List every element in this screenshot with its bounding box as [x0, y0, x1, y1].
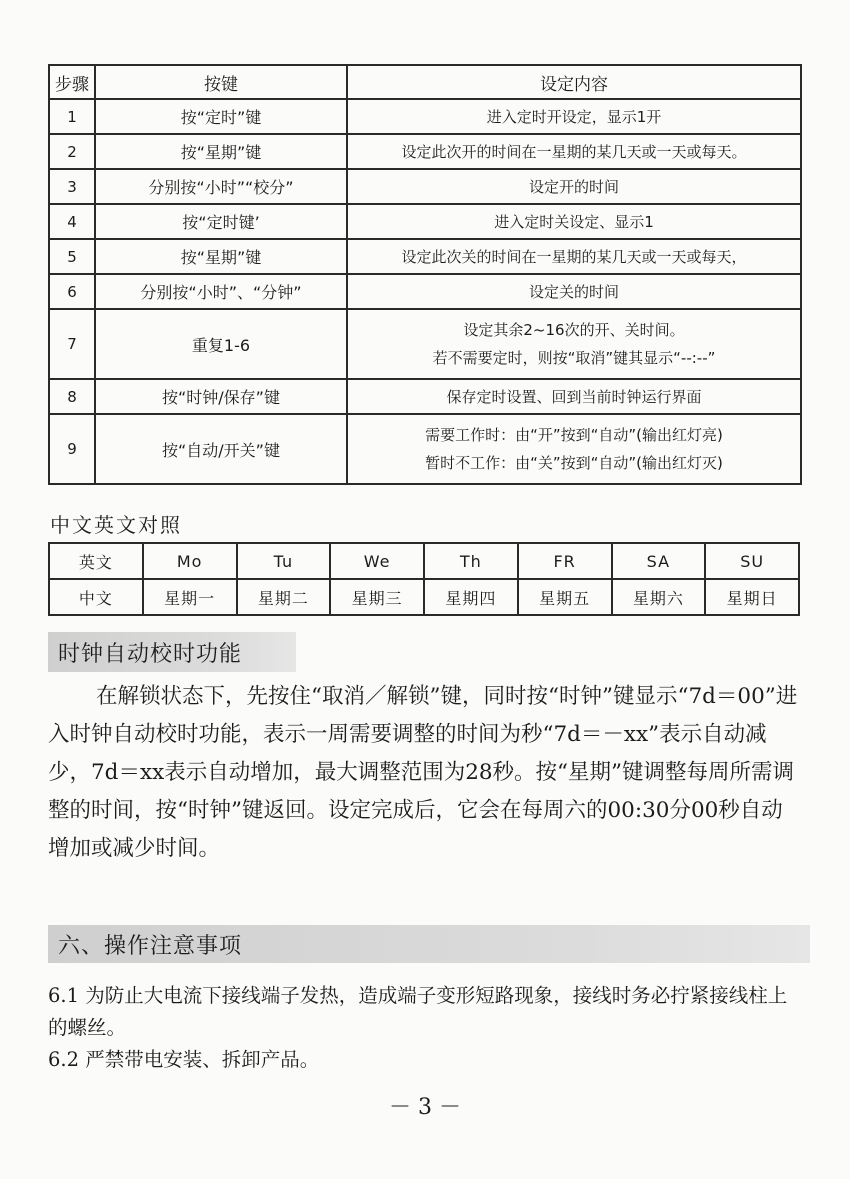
step-number: 5 [49, 239, 95, 274]
step-content: 设定开的时间 [347, 169, 801, 204]
day-en: We [330, 543, 424, 579]
steps-table-header [49, 65, 801, 99]
step-content-line: 若不需要定时，则按“取消”键其显示“--:--” [432, 349, 716, 367]
day-en: Th [424, 543, 518, 579]
step-key: 按“定时”键 [95, 99, 347, 134]
day-en: Mo [143, 543, 237, 579]
steps-table [48, 64, 802, 485]
table-row [49, 134, 801, 169]
step-content: 设定此次关的时间在一星期的某几天或一天或每天， [347, 239, 801, 274]
day-en: SA [612, 543, 706, 579]
days-row-en [49, 543, 799, 579]
ops-item: 6.2 严禁带电安装、拆卸产品。 [48, 1048, 320, 1071]
ops-section-body [48, 980, 798, 1076]
step-number: 3 [49, 169, 95, 204]
step-content: 设定关的时间 [347, 274, 801, 309]
step-key: 按“自动/开关”键 [95, 414, 347, 484]
days-en-label: 英文 [49, 543, 143, 579]
days-table [48, 542, 800, 616]
day-cn: 星期四 [424, 579, 518, 615]
step-content-line: 暂时不工作：由“关”按到“自动”(输出红灯灭) [425, 454, 723, 472]
table-row [49, 239, 801, 274]
step-key: 重复1-6 [95, 309, 347, 379]
ops-item: 6.1 为防止大电流下接线端子发热，造成端子变形短路现象，接线时务必拧紧接线柱上的螺丝。 [48, 984, 788, 1039]
table-row [49, 379, 801, 414]
step-content [347, 309, 801, 379]
step-number: 7 [49, 309, 95, 379]
step-content: 保存定时设置、回到当前时钟运行界面 [347, 379, 801, 414]
table-row [49, 204, 801, 239]
step-content-line: 设定其余2~16次的开、关时间。 [463, 321, 685, 339]
header-content: 设定内容 [347, 65, 801, 99]
table-row [49, 169, 801, 204]
step-key: 分别按“小时”“校分” [95, 169, 347, 204]
step-key: 按“星期”键 [95, 239, 347, 274]
step-key: 按“定时键’ [95, 204, 347, 239]
header-step: 步骤 [49, 65, 95, 99]
day-cn: 星期二 [237, 579, 331, 615]
step-number: 8 [49, 379, 95, 414]
clock-section-paragraph: 在解锁状态下，先按住“取消／解锁”键，同时按“时钟”键显示“7d＝00”进入时钟自动校时功能，表示一周需要调整的时间为秒“7d＝－xx”表示自动减少，7d＝xx表示自动增加，最大调整范围为28秒。按“星期”键调整每周所需调整的时间，按“时钟”键返回。设定完成后，它会在每周六的00:30分00秒自动增加或减少时间。 [48, 684, 798, 861]
step-key: 分别按“小时”、“分钟” [95, 274, 347, 309]
day-en: FR [518, 543, 612, 579]
step-content-line: 需要工作时：由“开”按到“自动”(输出红灯亮) [425, 426, 723, 444]
day-cn: 星期日 [705, 579, 799, 615]
clock-section-title: 时钟自动校时功能 [48, 632, 296, 672]
table-row [49, 414, 801, 484]
step-key: 按“星期”键 [95, 134, 347, 169]
step-number: 1 [49, 99, 95, 134]
step-content: 进入定时关设定、显示1 [347, 204, 801, 239]
step-content: 设定此次开的时间在一星期的某几天或一天或每天。 [347, 134, 801, 169]
step-key: 按“时钟/保存”键 [95, 379, 347, 414]
table-row [49, 99, 801, 134]
step-number: 9 [49, 414, 95, 484]
day-en: Tu [237, 543, 331, 579]
step-number: 2 [49, 134, 95, 169]
step-number: 4 [49, 204, 95, 239]
day-cn: 星期六 [612, 579, 706, 615]
ops-section-title: 六、操作注意事项 [48, 925, 810, 963]
table-row [49, 309, 801, 379]
step-number: 6 [49, 274, 95, 309]
header-key: 按键 [95, 65, 347, 99]
cn-en-title: 中文英文对照 [50, 513, 182, 537]
day-cn: 星期一 [143, 579, 237, 615]
page-number: － 3 － [389, 1095, 461, 1120]
day-en: SU [705, 543, 799, 579]
days-row-cn [49, 579, 799, 615]
day-cn: 星期三 [330, 579, 424, 615]
table-row [49, 274, 801, 309]
day-cn: 星期五 [518, 579, 612, 615]
days-cn-label: 中文 [49, 579, 143, 615]
step-content [347, 414, 801, 484]
step-content: 进入定时开设定，显示1开 [347, 99, 801, 134]
